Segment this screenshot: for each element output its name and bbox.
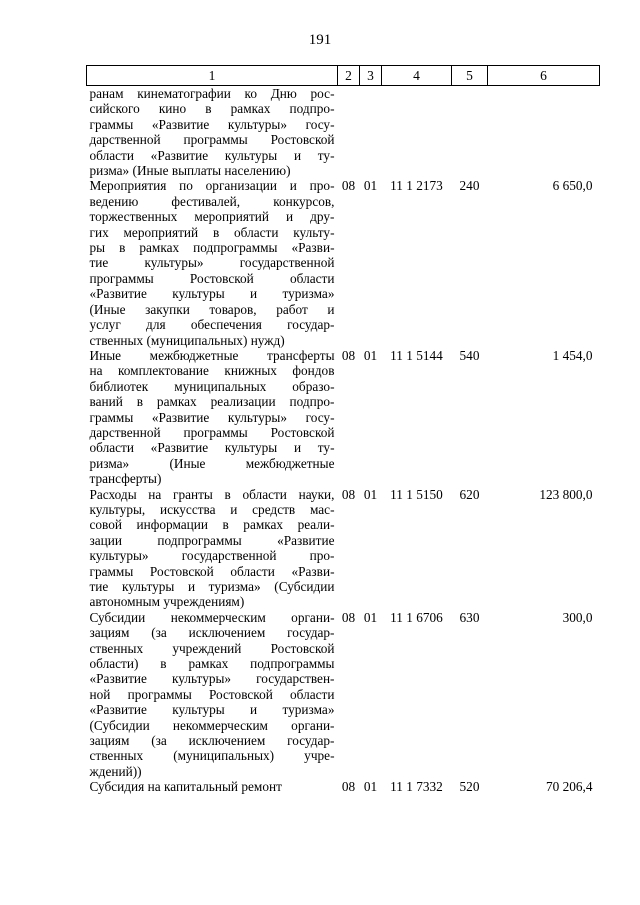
description-line: ризма» (Иные выплаты населению) <box>89 163 291 179</box>
row-subsection-code <box>360 86 382 179</box>
description-line: культуры» государственной про- <box>89 548 335 564</box>
header-col-4: 4 <box>382 66 452 86</box>
row-amount: 300,0 <box>562 609 593 625</box>
description-line: граммы «Развитие культуры» госу- <box>89 409 335 425</box>
row-expense-type-code <box>452 86 488 179</box>
description-line: услуг для обеспечения государ- <box>89 317 335 333</box>
description-line: библиотек муниципальных образо- <box>89 378 335 394</box>
row-expense-type-code: 520 <box>459 779 480 795</box>
description-line: «Развитие культуры и туризма» <box>89 702 335 718</box>
row-subsection-code: 01 <box>363 779 378 795</box>
description-line: культуры, искусства и средств мас- <box>89 501 335 517</box>
row-description <box>87 610 338 779</box>
row-description <box>87 178 338 347</box>
page-number: 191 <box>308 32 332 48</box>
description-line: ры в рамках подпрограммы «Разви- <box>89 240 335 256</box>
row-expense-type-code: 630 <box>459 609 480 625</box>
description-line: ведению фестивалей, конкурсов, <box>89 193 335 209</box>
header-col-2: 2 <box>338 66 360 86</box>
row-expense-type-code: 540 <box>459 347 480 363</box>
description-line: Расходы на гранты в области науки, <box>89 486 335 502</box>
header-col-6: 6 <box>488 66 600 86</box>
description-line: на комплектование книжных фондов <box>89 363 335 379</box>
description-line: Мероприятия по организации и про- <box>89 178 335 194</box>
description-line: граммы «Развитие культуры» госу- <box>89 116 335 132</box>
row-section-code: 08 <box>341 779 356 795</box>
row-expense-type-code: 620 <box>459 486 480 502</box>
description-line: «Развитие культуры и туризма» <box>89 286 335 302</box>
row-target-article-code: 11 1 7332 <box>390 779 443 795</box>
row-amount: 70 206,4 <box>545 779 593 795</box>
row-description <box>87 779 338 794</box>
description-line: ранам кинематографии ко Дню рос- <box>89 86 335 101</box>
row-section-code: 08 <box>341 486 356 502</box>
row-amount: 1 454,0 <box>552 347 593 363</box>
description-line: зации подпрограммы «Развитие <box>89 532 335 548</box>
row-target-article-code: 11 1 2173 <box>390 178 443 194</box>
description-line: (Иные закупки товаров, работ и <box>89 301 335 317</box>
row-target-article-code: 11 1 5150 <box>390 486 443 502</box>
description-line: дарственной программы Ростовской <box>89 424 335 440</box>
row-target-article-code <box>382 86 452 179</box>
description-line: сийского кино в рамках подпро- <box>89 101 335 117</box>
row-description <box>87 348 338 487</box>
description-line: Иные межбюджетные трансферты <box>89 347 335 363</box>
row-section-code: 08 <box>341 609 356 625</box>
description-line: граммы Ростовской области «Разви- <box>89 563 335 579</box>
row-amount: 6 650,0 <box>552 178 593 194</box>
row-subsection-code: 01 <box>363 178 378 194</box>
table-row <box>87 348 600 487</box>
header-col-5: 5 <box>452 66 488 86</box>
table-row <box>87 487 600 610</box>
table-row <box>87 178 600 347</box>
description-line: «Развитие культуры» государствен- <box>89 671 335 687</box>
row-subsection-code: 01 <box>363 347 378 363</box>
description-line: ждений)) <box>89 763 142 779</box>
table-header <box>87 66 600 86</box>
description-line: области «Развитие культуры и ту- <box>89 147 335 163</box>
description-line: тие культуры и туризма» (Субсидии <box>89 579 335 594</box>
table-body <box>87 86 600 795</box>
table-row <box>87 86 600 179</box>
table-row <box>87 610 600 779</box>
header-col-3: 3 <box>360 66 382 86</box>
description-line: трансферты) <box>89 471 162 487</box>
row-description <box>87 86 338 179</box>
description-line: ственных (муниципальных) нужд) <box>89 332 285 348</box>
row-subsection-code: 01 <box>363 486 378 502</box>
description-line: программы Ростовской области <box>89 270 335 286</box>
description-line: области «Развитие культуры и ту- <box>89 440 335 456</box>
description-line: зациям (за исключением государ- <box>89 733 335 749</box>
description-line: зациям (за исключением государ- <box>89 625 335 641</box>
description-line: автономным учреждениям) <box>89 594 245 610</box>
description-line: Субсидии некоммерческим органи- <box>89 609 335 625</box>
row-expense-type-code: 240 <box>459 178 480 194</box>
table-row <box>87 779 600 794</box>
description-line: Субсидия на капитальный ремонт <box>89 779 282 795</box>
header-col-1: 1 <box>87 66 338 86</box>
row-target-article-code: 11 1 6706 <box>390 609 443 625</box>
description-line: (Субсидии некоммерческим органи- <box>89 717 335 733</box>
row-description <box>87 487 338 610</box>
description-line: ризма» (Иные межбюджетные <box>89 455 335 471</box>
description-line: ственных учреждений Ростовской <box>89 640 335 656</box>
description-line: ной программы Ростовской области <box>89 686 335 702</box>
row-amount <box>488 86 600 179</box>
row-amount: 123 800,0 <box>539 486 593 502</box>
description-line: области) в рамках подпрограммы <box>89 656 335 672</box>
description-line: ственных (муниципальных) учре- <box>89 748 335 764</box>
description-line: дарственной программы Ростовской <box>89 132 335 148</box>
row-section-code: 08 <box>341 347 356 363</box>
description-line: ваний в рамках реализации подпро- <box>89 394 335 410</box>
budget-table <box>86 65 600 795</box>
description-line: тие культуры» государственной <box>89 255 335 271</box>
description-line: торжественных мероприятий и дру- <box>89 209 335 225</box>
description-line: совой информации в рамках реали- <box>89 517 335 533</box>
row-target-article-code: 11 1 5144 <box>390 347 443 363</box>
row-subsection-code: 01 <box>363 609 378 625</box>
row-section-code <box>338 86 360 179</box>
row-section-code: 08 <box>341 178 356 194</box>
description-line: гих мероприятий в области культу- <box>89 224 335 240</box>
